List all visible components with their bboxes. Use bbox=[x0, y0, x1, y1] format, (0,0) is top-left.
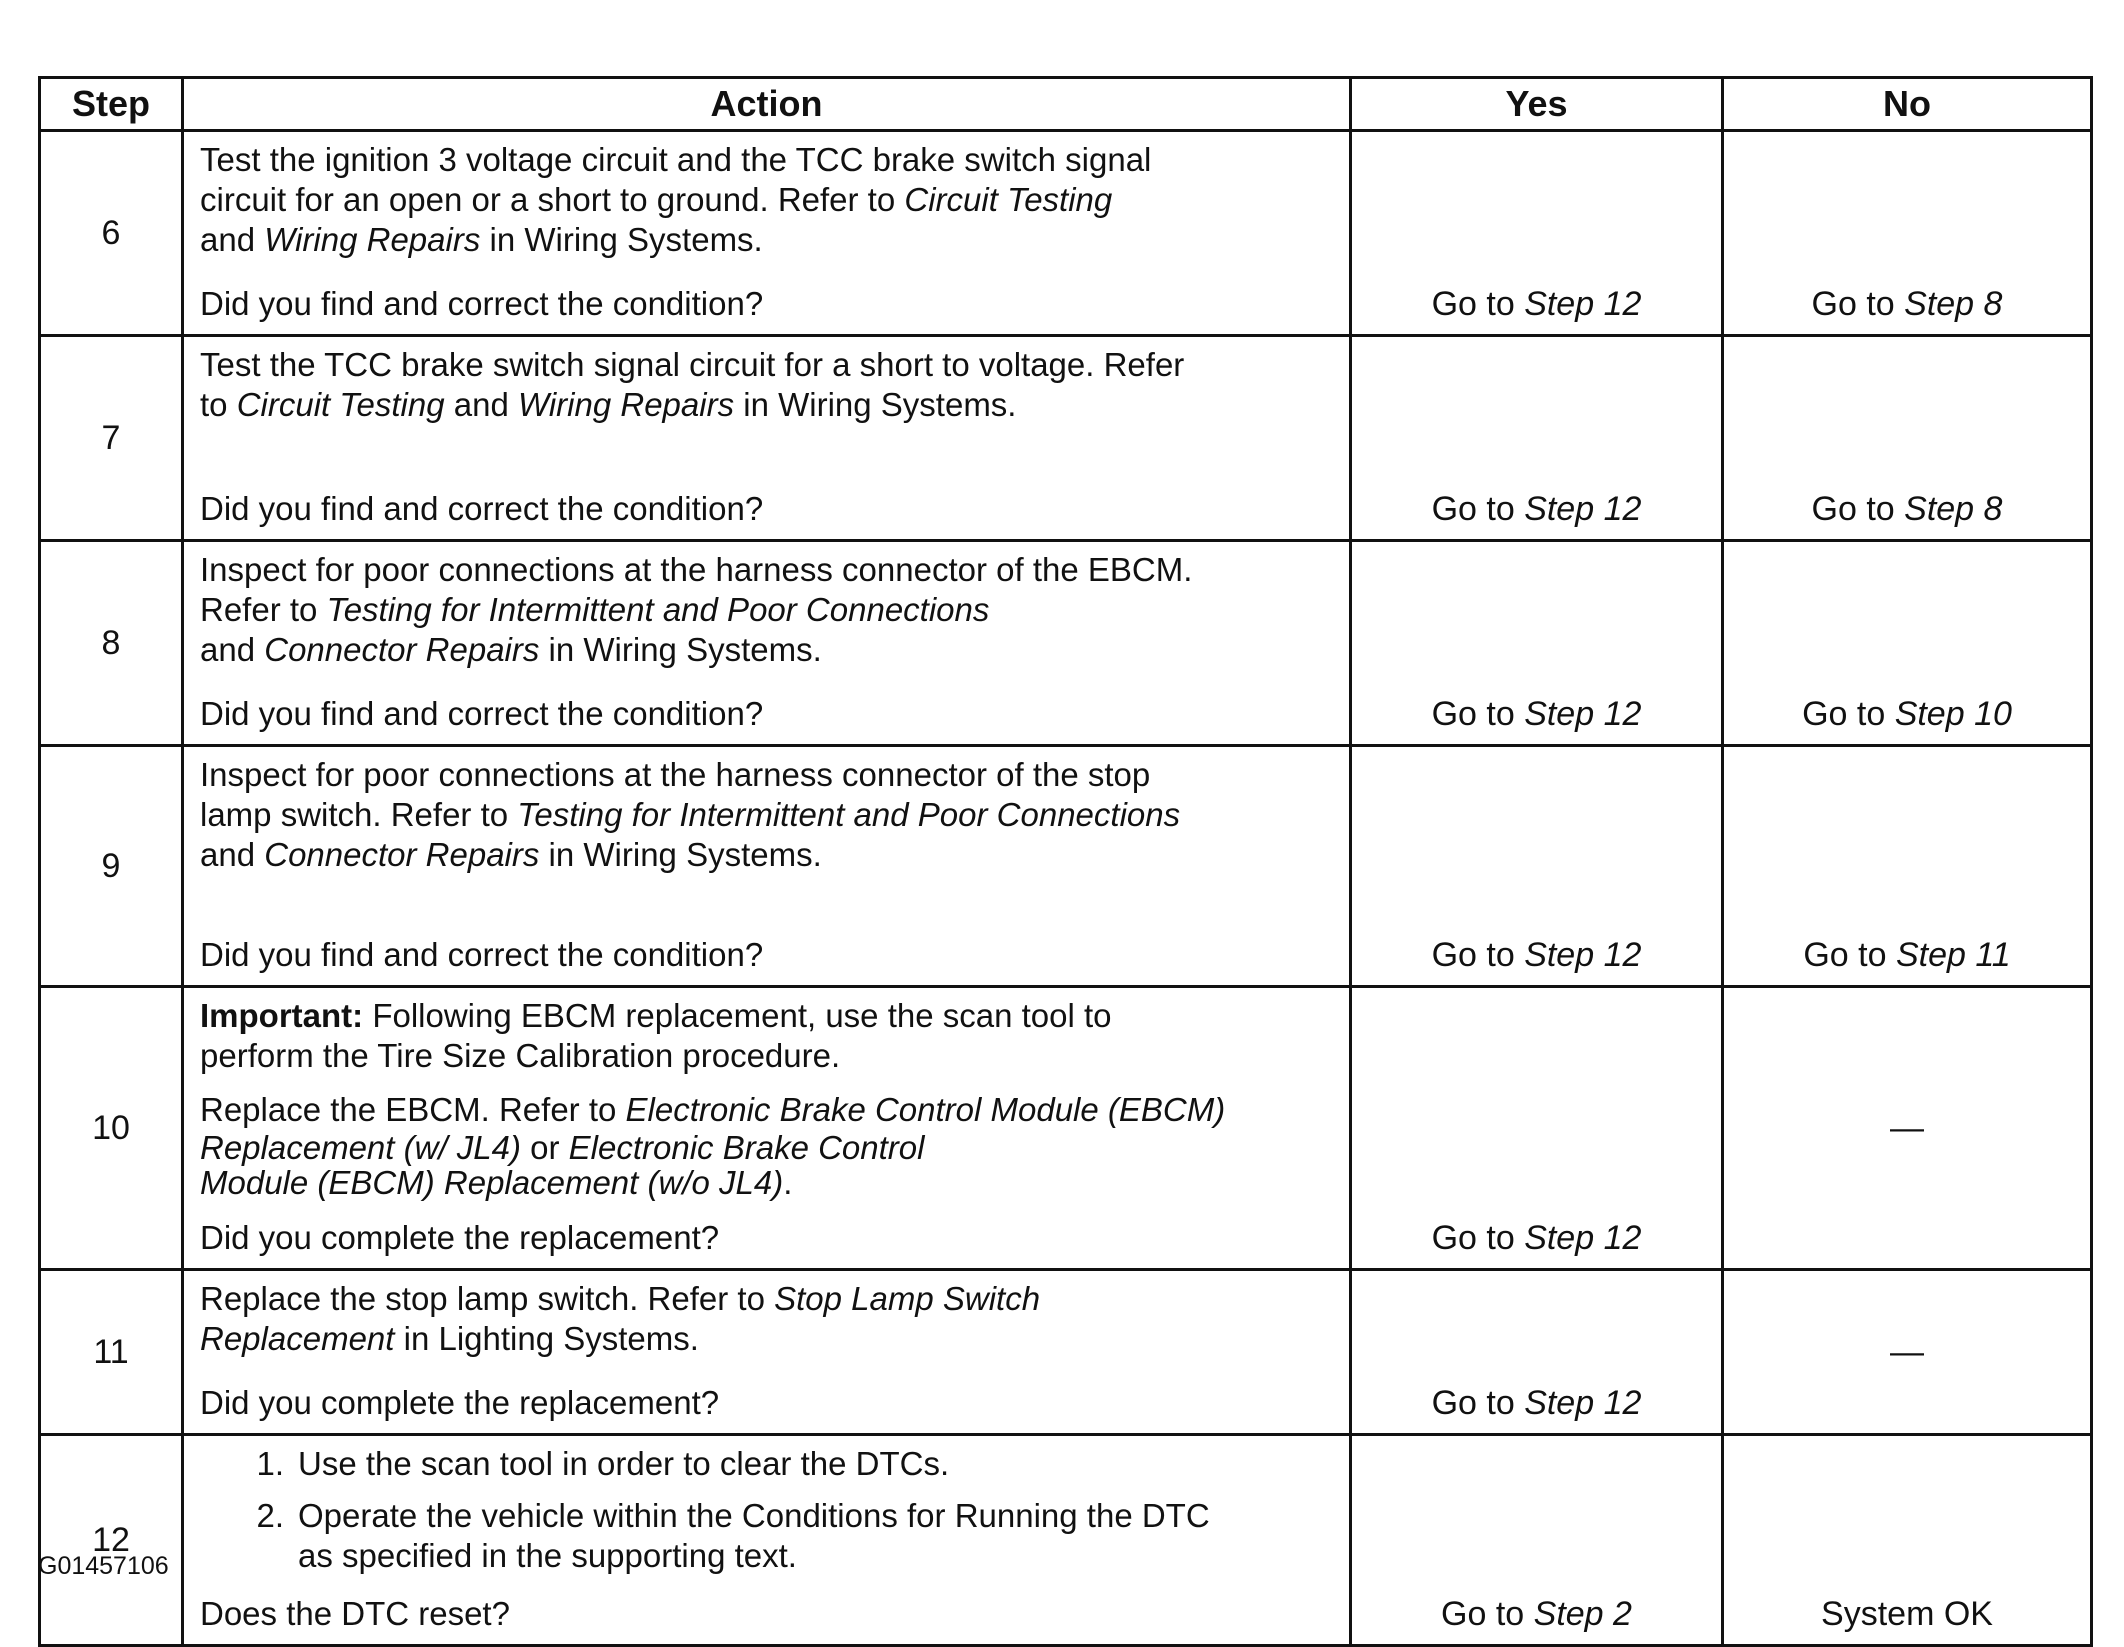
goto-step-link[interactable]: Step 12 bbox=[1524, 1219, 1642, 1257]
no-cell bbox=[1723, 987, 2092, 1270]
no-cell bbox=[1723, 1270, 2092, 1435]
goto-label: Go to bbox=[1441, 1595, 1534, 1633]
action-cell bbox=[183, 131, 1351, 336]
table-row bbox=[40, 746, 2092, 987]
yes-cell bbox=[1351, 541, 1723, 746]
goto-step-link[interactable]: Step 2 bbox=[1533, 1595, 1632, 1633]
list-item bbox=[200, 1444, 1335, 1484]
action-text: in Wiring Systems. bbox=[539, 631, 822, 668]
reference-link[interactable]: Testing for Intermittent and Poor Connections bbox=[326, 591, 990, 628]
reference-link[interactable]: Replacement (w/ JL4) bbox=[200, 1129, 521, 1166]
not-applicable-dash: — bbox=[1890, 1332, 1924, 1371]
action-text: in Wiring Systems. bbox=[539, 836, 822, 873]
list-item bbox=[200, 1496, 1335, 1576]
action-cell bbox=[183, 1435, 1351, 1646]
action-text: and bbox=[444, 386, 518, 423]
table-row bbox=[40, 1270, 2092, 1435]
no-cell bbox=[1723, 746, 2092, 987]
reference-link[interactable]: Wiring Repairs bbox=[264, 221, 481, 258]
no-cell bbox=[1723, 541, 2092, 746]
action-text: Replace the stop lamp switch. Refer to bbox=[200, 1280, 775, 1317]
goto-step-link[interactable]: Step 12 bbox=[1524, 285, 1642, 323]
action-text: and bbox=[200, 836, 265, 873]
action-cell bbox=[183, 987, 1351, 1270]
action-text: Test the TCC brake switch signal circuit for a short to voltage. Refer bbox=[200, 346, 1185, 383]
table-row bbox=[40, 1435, 2092, 1646]
action-text: . bbox=[783, 1164, 793, 1201]
no-cell bbox=[1723, 1435, 2092, 1646]
question-text: Does the DTC reset? bbox=[200, 1595, 510, 1632]
step-number: 9 bbox=[40, 746, 183, 987]
action-text: in Wiring Systems. bbox=[734, 386, 1017, 423]
instruction-list bbox=[200, 1444, 1335, 1588]
step-number: 11 bbox=[40, 1270, 183, 1435]
goto-label: Go to bbox=[1431, 490, 1525, 528]
goto-step-link[interactable]: Step 12 bbox=[1524, 490, 1642, 528]
action-cell bbox=[183, 746, 1351, 987]
reference-link[interactable]: Circuit Testing bbox=[904, 181, 1113, 218]
figure-id: G01457106 bbox=[38, 1552, 169, 1580]
question-text: Did you find and correct the condition? bbox=[200, 936, 764, 973]
reference-link[interactable]: Replacement bbox=[200, 1320, 395, 1357]
step-number: 8 bbox=[40, 541, 183, 746]
reference-link[interactable]: Stop Lamp Switch bbox=[774, 1280, 1041, 1317]
result-text: System OK bbox=[1821, 1595, 1993, 1633]
header-row bbox=[40, 78, 2092, 131]
goto-label: Go to bbox=[1431, 695, 1525, 733]
action-text: Refer to bbox=[200, 591, 327, 628]
header-action: Action bbox=[183, 78, 1351, 131]
action-text: and bbox=[200, 221, 265, 258]
action-text: lamp switch. Refer to bbox=[200, 796, 518, 833]
action-text: Inspect for poor connections at the harness connector of the stop bbox=[200, 756, 1151, 793]
important-text: perform the Tire Size Calibration procedure. bbox=[200, 1037, 841, 1074]
yes-cell bbox=[1351, 336, 1723, 541]
reference-link[interactable]: Connector Repairs bbox=[264, 631, 540, 668]
action-cell bbox=[183, 336, 1351, 541]
reference-link[interactable]: Wiring Repairs bbox=[517, 386, 735, 423]
question-text: Did you find and correct the condition? bbox=[200, 490, 764, 527]
list-text: Operate the vehicle within the Conditions for Running the DTC bbox=[298, 1497, 1210, 1534]
reference-link[interactable]: Electronic Brake Control Module (EBCM) bbox=[625, 1091, 1226, 1128]
table-row bbox=[40, 541, 2092, 746]
goto-step-link[interactable]: Step 10 bbox=[1894, 695, 2012, 733]
action-text: Replace the EBCM. Refer to bbox=[200, 1091, 626, 1128]
question-text: Did you complete the replacement? bbox=[200, 1384, 720, 1421]
important-text: Following EBCM replacement, use the scan tool to bbox=[363, 997, 1112, 1034]
action-cell bbox=[183, 541, 1351, 746]
goto-label: Go to bbox=[1811, 285, 1905, 323]
step-number: 7 bbox=[40, 336, 183, 541]
action-text: and bbox=[200, 631, 265, 668]
list-text: Use the scan tool in order to clear the DTCs. bbox=[298, 1445, 950, 1482]
header-yes: Yes bbox=[1351, 78, 1723, 131]
table-row bbox=[40, 987, 2092, 1270]
question-text: Did you complete the replacement? bbox=[200, 1219, 720, 1256]
no-cell bbox=[1723, 131, 2092, 336]
yes-cell bbox=[1351, 1270, 1723, 1435]
action-text: to bbox=[200, 386, 237, 423]
yes-cell bbox=[1351, 746, 1723, 987]
goto-step-link[interactable]: Step 12 bbox=[1524, 1384, 1642, 1422]
header-no: No bbox=[1723, 78, 2092, 131]
yes-cell bbox=[1351, 987, 1723, 1270]
action-text: in Lighting Systems. bbox=[394, 1320, 699, 1357]
question-text: Did you find and correct the condition? bbox=[200, 695, 764, 732]
question-text: Did you find and correct the condition? bbox=[200, 285, 764, 322]
list-text: as specified in the supporting text. bbox=[298, 1537, 797, 1574]
reference-link[interactable]: Electronic Brake Control bbox=[568, 1129, 925, 1166]
list-number: 2. bbox=[256, 1497, 284, 1534]
action-text: Inspect for poor connections at the harness connector of the EBCM. bbox=[200, 551, 1193, 588]
goto-label: Go to bbox=[1802, 695, 1895, 733]
table-row bbox=[40, 336, 2092, 541]
no-cell bbox=[1723, 336, 2092, 541]
action-text: Test the ignition 3 voltage circuit and the TCC brake switch signal bbox=[200, 141, 1152, 178]
goto-label: Go to bbox=[1811, 490, 1905, 528]
goto-step-link[interactable]: Step 12 bbox=[1524, 936, 1642, 974]
yes-cell bbox=[1351, 131, 1723, 336]
table-row bbox=[40, 131, 2092, 336]
goto-label: Go to bbox=[1803, 936, 1896, 974]
header-step: Step bbox=[40, 78, 183, 131]
goto-step-link[interactable]: Step 8 bbox=[1904, 490, 2003, 528]
yes-cell bbox=[1351, 1435, 1723, 1646]
reference-link[interactable]: Module (EBCM) Replacement (w/o JL4) bbox=[200, 1164, 784, 1201]
goto-label: Go to bbox=[1431, 1384, 1525, 1422]
reference-link[interactable]: Circuit Testing bbox=[236, 386, 445, 423]
reference-link[interactable]: Connector Repairs bbox=[264, 836, 540, 873]
list-number: 1. bbox=[256, 1445, 284, 1482]
goto-step-link[interactable]: Step 11 bbox=[1895, 936, 2011, 974]
action-text: circuit for an open or a short to ground. Refer to bbox=[200, 181, 905, 218]
diagnostic-table bbox=[38, 76, 2093, 1647]
goto-label: Go to bbox=[1431, 936, 1525, 974]
reference-link[interactable]: Testing for Intermittent and Poor Connections bbox=[517, 796, 1181, 833]
goto-step-link[interactable]: Step 12 bbox=[1524, 695, 1642, 733]
goto-label: Go to bbox=[1431, 1219, 1525, 1257]
goto-label: Go to bbox=[1431, 285, 1525, 323]
important-label: Important: bbox=[200, 997, 364, 1034]
action-cell bbox=[183, 1270, 1351, 1435]
action-text: or bbox=[520, 1129, 569, 1166]
not-applicable-dash: — bbox=[1890, 1108, 1924, 1147]
step-number: 12 bbox=[40, 1435, 183, 1646]
step-number: 10 bbox=[40, 987, 183, 1270]
step-number: 6 bbox=[40, 131, 183, 336]
action-text: in Wiring Systems. bbox=[480, 221, 763, 258]
goto-step-link[interactable]: Step 8 bbox=[1904, 285, 2003, 323]
